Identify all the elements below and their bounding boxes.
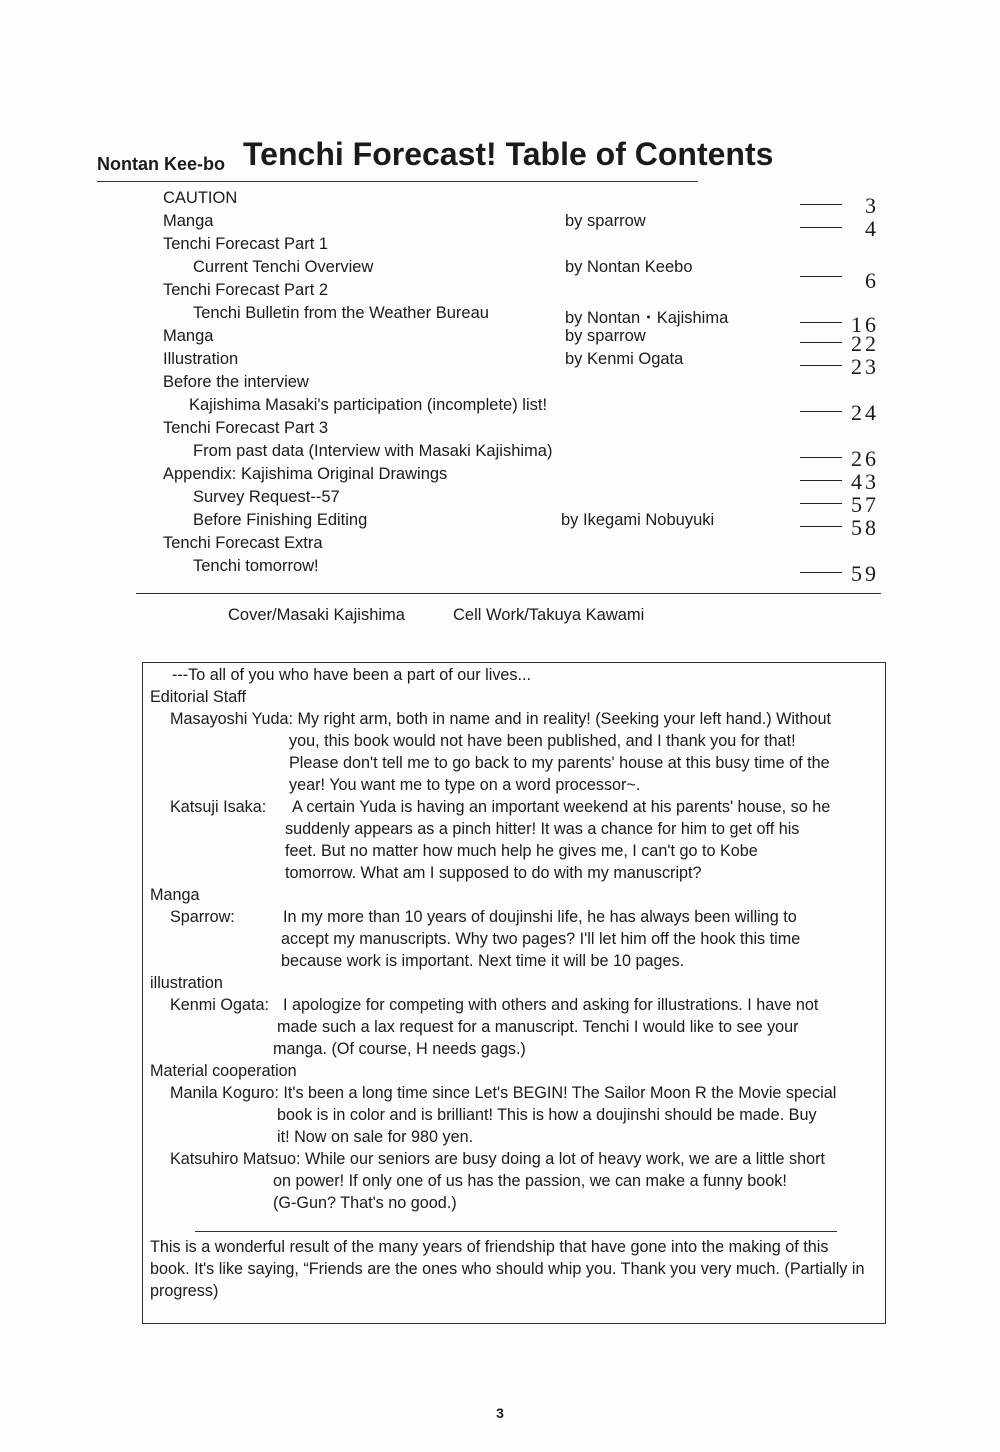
toc-page: 57	[851, 492, 879, 517]
toc-page: 3	[865, 193, 879, 218]
cell-credit: Cell Work/Takuya Kawami	[453, 606, 645, 624]
leader-dash	[800, 457, 842, 458]
author-name: Nontan Kee-bo	[97, 154, 225, 174]
toc-entry	[0, 419, 1000, 442]
staff-name: Katsuji Isaka:	[170, 798, 267, 816]
toc-entry	[0, 488, 1000, 517]
thanks-line: accept my manuscripts. Why two pages? I'll let him off the hook this time	[281, 930, 801, 948]
toc-author: by Kenmi Ogata	[565, 350, 684, 368]
toc-title: Tenchi Forecast Part 1	[163, 235, 329, 253]
section-heading: Manga	[150, 886, 200, 904]
page-title: Tenchi Forecast! Table of Contents	[243, 136, 774, 172]
toc-title: Illustration	[163, 350, 239, 368]
thanks-line: because work is important. Next time it will be 10 pages.	[281, 952, 685, 970]
thanks-line: book is in color and is brilliant! This is how a doujinshi should be made. Buy	[277, 1106, 817, 1124]
toc-title: Manga	[163, 212, 214, 230]
toc-title: Tenchi Forecast Part 3	[163, 419, 329, 437]
title-underline	[97, 181, 698, 182]
thanks-line: Please don't tell me to go back to my parents' house at this busy time of the	[289, 754, 830, 772]
leader-dash	[800, 204, 842, 205]
toc-page: 4	[865, 216, 879, 241]
thanks-line: feet. But no matter how much help he gives me, I can't go to Kobe	[285, 842, 758, 860]
toc-entry	[0, 557, 1000, 586]
toc-title: Appendix: Kajishima Original Drawings	[163, 465, 448, 483]
thanks-line: manga. (Of course, H needs gags.)	[273, 1040, 526, 1058]
closing-line: book. It's like saying, “Friends are the ones who should whip you. Thank you very much. (Partially in	[150, 1260, 865, 1278]
leader-dash	[800, 503, 842, 504]
leader-dash	[800, 342, 842, 343]
toc-title: Before Finishing Editing	[193, 511, 368, 529]
thanks-line: tomorrow. What am I supposed to do with my manuscript?	[285, 864, 702, 882]
toc-entry	[0, 212, 1000, 241]
leader-dash	[800, 572, 842, 573]
toc-page: 58	[851, 515, 879, 540]
thanks-line: made such a lax request for a manuscript. Tenchi I would like to see your	[277, 1018, 799, 1036]
toc-entry	[0, 327, 1000, 356]
section-heading: Editorial Staff	[150, 688, 246, 706]
table-of-contents	[0, 188, 1000, 588]
thanks-line: Masayoshi Yuda: My right arm, both in name and in reality! (Seeking your left hand.) Without	[170, 710, 832, 728]
toc-title: Survey Request--57	[193, 488, 340, 506]
toc-author: by sparrow	[565, 212, 646, 230]
thanks-line: ---To all of you who have been a part of our lives...	[172, 666, 532, 684]
toc-page: 23	[851, 354, 879, 379]
thanks-line: on power! If only one of us has the passion, we can make a funny book!	[273, 1172, 787, 1190]
section-heading: illustration	[150, 974, 223, 992]
toc-entry	[0, 373, 1000, 396]
toc-entry	[0, 350, 1000, 379]
toc-entry	[0, 465, 1000, 494]
thanks-line: A certain Yuda is having an important weekend at his parents' house, so he	[292, 798, 831, 816]
thanks-line: it! Now on sale for 980 yen.	[277, 1128, 474, 1146]
toc-entry	[0, 442, 1000, 471]
toc-title: Before the interview	[163, 373, 309, 391]
leader-dash	[800, 526, 842, 527]
leader-dash	[800, 276, 842, 277]
closing-line: This is a wonderful result of the many years of friendship that have gone into the making of this	[150, 1238, 829, 1256]
toc-entry	[0, 235, 1000, 258]
staff-name: Kenmi Ogata:	[170, 996, 269, 1014]
toc-title: Tenchi tomorrow!	[193, 557, 319, 575]
thanks-line: year! You want me to type on a word processor~.	[289, 776, 641, 794]
toc-title: From past data (Interview with Masaki Kajishima)	[193, 442, 553, 460]
toc-page: 43	[851, 469, 879, 494]
toc-entry	[0, 534, 1000, 557]
leader-dash	[800, 411, 842, 412]
leader-dash	[800, 365, 842, 366]
toc-divider	[136, 593, 881, 594]
toc-entry	[0, 511, 1000, 540]
toc-page: 24	[851, 400, 879, 425]
thanks-line: you, this book would not have been published, and I thank you for that!	[289, 732, 796, 750]
toc-title: Current Tenchi Overview	[193, 258, 374, 276]
leader-dash	[800, 322, 842, 323]
toc-entry	[0, 189, 1000, 218]
toc-page: 59	[851, 561, 879, 586]
toc-author: by Ikegami Nobuyuki	[561, 511, 715, 529]
leader-dash	[800, 227, 842, 228]
toc-title: Manga	[163, 327, 214, 345]
leader-dash	[800, 480, 842, 481]
thanks-line: In my more than 10 years of doujinshi life, he has always been willing to	[283, 908, 797, 926]
cover-credit: Cover/Masaki Kajishima	[228, 606, 405, 624]
toc-page: 22	[851, 331, 879, 356]
staff-name: Sparrow:	[170, 908, 235, 926]
page-number: 3	[496, 1405, 504, 1421]
section-heading: Material cooperation	[150, 1062, 297, 1080]
toc-page: 6	[865, 268, 879, 293]
toc-title: Tenchi Forecast Part 2	[163, 281, 329, 299]
thanks-line: suddenly appears as a pinch hitter! It was a chance for him to get off his	[285, 820, 800, 838]
thanks-line: Manila Koguro: It's been a long time since Let's BEGIN! The Sailor Moon R the Movie special	[170, 1084, 837, 1102]
toc-entry	[0, 396, 1000, 425]
toc-title: CAUTION	[163, 189, 238, 207]
toc-page: 26	[851, 446, 879, 471]
box-divider	[195, 1231, 837, 1232]
toc-author: by Nontan Keebo	[565, 258, 693, 276]
toc-entry	[0, 281, 1000, 304]
toc-title: Tenchi Forecast Extra	[163, 534, 323, 552]
toc-author: by sparrow	[565, 327, 646, 345]
thanks-line: (G-Gun? That's no good.)	[273, 1194, 457, 1212]
page-header	[97, 132, 774, 182]
toc-page: 16	[851, 312, 879, 337]
toc-title: Tenchi Bulletin from the Weather Bureau	[193, 304, 489, 322]
toc-title: Kajishima Masaki's participation (incomplete) list!	[189, 396, 548, 414]
thanks-line: Katsuhiro Matsuo: While our seniors are busy doing a lot of heavy work, we are a little short	[170, 1150, 826, 1168]
toc-author: by Nontan・Kajishima	[565, 309, 729, 327]
thanks-line: I apologize for competing with others and asking for illustrations. I have not	[283, 996, 819, 1014]
closing-line: progress)	[150, 1282, 219, 1300]
